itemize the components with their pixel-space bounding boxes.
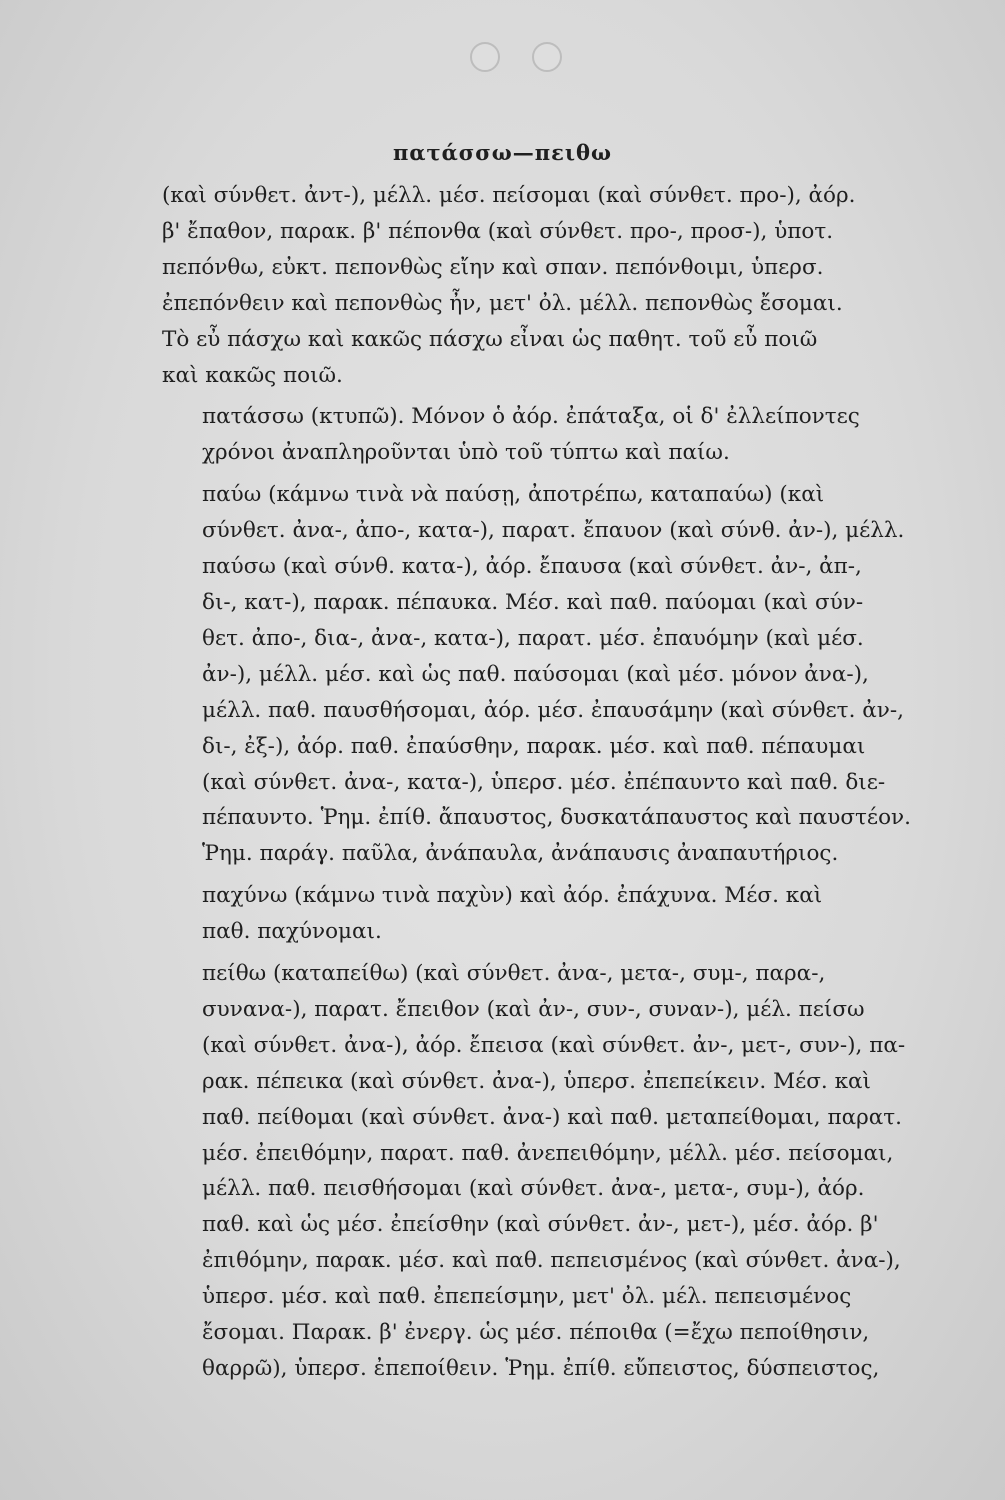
text-line: παχύνω (κάμνω τινὰ παχὺν) καὶ ἀόρ. ἐπάχυνα. Μέσ. καὶ bbox=[202, 883, 823, 909]
text-line: ἀν-), μέλλ. μέσ. καὶ ὡς παθ. παύσομαι (καὶ μέσ. μόνον ἀνα-), bbox=[202, 661, 869, 687]
text-line: θαρρῶ), ὑπερσ. ἐπεποίθειν. Ῥημ. ἐπίθ. εὔπειστος, δύσπειστος, bbox=[202, 1356, 880, 1381]
text-line: (καὶ σύνθετ. ἀνα-, κατα-), ὑπερσ. μέσ. ἐπέπαυντο καὶ παθ. διε- bbox=[202, 769, 886, 795]
page-body bbox=[162, 178, 942, 1393]
entry-paragraph bbox=[162, 178, 942, 393]
text-line: παύω (κάμνω τινὰ νὰ παύσῃ, ἀποτρέπω, καταπαύω) (καὶ bbox=[202, 482, 825, 508]
text-line: ἔσομαι. Παρακ. β' ἐνεργ. ὡς μέσ. πέποιθα (=ἔχω πεποίθησιν, bbox=[202, 1320, 870, 1346]
text-line: θετ. ἀπο-, δια-, ἀνα-, κατα-), παρατ. μέσ. ἐπαυόμην (καὶ μέσ. bbox=[202, 625, 864, 651]
binding-holes bbox=[470, 42, 580, 82]
text-line: δι-, κατ-), παρακ. πέπαυκα. Μέσ. καὶ παθ. παύομαι (καὶ σύν- bbox=[202, 589, 864, 615]
text-line: μέσ. ἐπειθόμην, παρατ. παθ. ἀνεπειθόμην, μέλλ. μέσ. πείσομαι, bbox=[202, 1140, 894, 1166]
text-line: Ῥημ. παράγ. παῦλα, ἀνάπαυλα, ἀνάπαυσις ἀναπαυτήριος. bbox=[202, 841, 839, 867]
text-line: πατάσσω (κτυπῶ). Μόνον ὁ ἀόρ. ἐπάταξα, οἱ δ' ἐλλείποντες bbox=[202, 404, 860, 430]
text-line: ἐπεπόνθειν καὶ πεπονθὼς ἦν, μετ' ὀλ. μέλλ. πεπονθὼς ἔσομαι. bbox=[162, 290, 843, 316]
text-line: β' ἔπαθον, παρακ. β' πέπονθα (καὶ σύνθετ. προ-, προσ-), ὑποτ. bbox=[162, 218, 834, 244]
text-line: παθ. παχύνομαι. bbox=[202, 919, 382, 945]
entry-paragraph bbox=[162, 399, 942, 471]
text-line: (καὶ σύνθετ. ἀνα-), ἀόρ. ἔπεισα (καὶ σύνθετ. ἀν-, μετ-, συν-), πα- bbox=[202, 1032, 906, 1058]
text-line: πείθω (καταπείθω) (καὶ σύνθετ. ἀνα-, μετα-, συμ-, παρα-, bbox=[202, 961, 826, 987]
text-line: σύνθετ. ἀνα-, ἀπο-, κατα-), παρατ. ἔπαυον (καὶ σύνθ. ἀν-), μέλλ. bbox=[202, 518, 905, 544]
text-line: μέλλ. παθ. πεισθήσομαι (καὶ σύνθετ. ἀνα-, μετα-, συμ-), ἀόρ. bbox=[202, 1176, 865, 1202]
text-line: Τὸ εὖ πάσχω καὶ κακῶς πάσχω εἶναι ὡς παθητ. τοῦ εὖ ποιῶ bbox=[162, 326, 818, 352]
text-line: συνανα-), παρατ. ἔπειθον (καὶ ἀν-, συν-, συναν-), μέλ. πείσω bbox=[202, 996, 865, 1022]
text-line: παθ. πείθομαι (καὶ σύνθετ. ἀνα-) καὶ παθ. μεταπείθομαι, παρατ. bbox=[202, 1104, 902, 1130]
binding-hole bbox=[470, 42, 500, 72]
binding-hole bbox=[532, 42, 562, 72]
text-line: ὑπερσ. μέσ. καὶ παθ. ἐπεπείσμην, μετ' ὀλ. μέλ. πεπεισμένος bbox=[202, 1284, 852, 1310]
running-head: πατάσσω—πειθω bbox=[392, 140, 613, 165]
text-line: ἐπιθόμην, παρακ. μέσ. καὶ παθ. πεπεισμένος (καὶ σύνθετ. ἀνα-), bbox=[202, 1248, 901, 1274]
text-line: (καὶ σύνθετ. ἀντ-), μέλλ. μέσ. πείσομαι (καὶ σύνθετ. προ-), ἀόρ. bbox=[162, 183, 856, 208]
text-line: πεπόνθω, εὐκτ. πεπονθὼς εἴην καὶ σπαν. πεπόνθοιμι, ὑπερσ. bbox=[162, 254, 824, 280]
text-line: παθ. καὶ ὡς μέσ. ἐπείσθην (καὶ σύνθετ. ἀν-, μετ-), μέσ. ἀόρ. β' bbox=[202, 1212, 879, 1238]
entry-paragraph bbox=[162, 956, 942, 1387]
text-line: μέλλ. παθ. παυσθήσομαι, ἀόρ. μέσ. ἐπαυσάμην (καὶ σύνθετ. ἀν-, bbox=[202, 697, 904, 723]
text-line: πέπαυντο. Ῥημ. ἐπίθ. ἄπαυστος, δυσκατάπαυστος καὶ παυστέον. bbox=[202, 805, 911, 831]
text-line: χρόνοι ἀναπληροῦνται ὑπὸ τοῦ τύπτω καὶ παίω. bbox=[202, 440, 730, 466]
text-line: παύσω (καὶ σύνθ. κατα-), ἀόρ. ἔπαυσα (καὶ σύνθετ. ἀν-, ἀπ-, bbox=[202, 554, 862, 580]
text-line: δι-, ἐξ-), ἀόρ. παθ. ἐπαύσθην, παρακ. μέσ. καὶ παθ. πέπαυμαι bbox=[202, 733, 866, 759]
entry-paragraph bbox=[162, 878, 942, 950]
entry-paragraph bbox=[162, 477, 942, 872]
text-line: ρακ. πέπεικα (καὶ σύνθετ. ἀνα-), ὑπερσ. ἐπεπείκειν. Μέσ. καὶ bbox=[202, 1068, 871, 1094]
text-line: καὶ κακῶς ποιῶ. bbox=[162, 362, 343, 388]
